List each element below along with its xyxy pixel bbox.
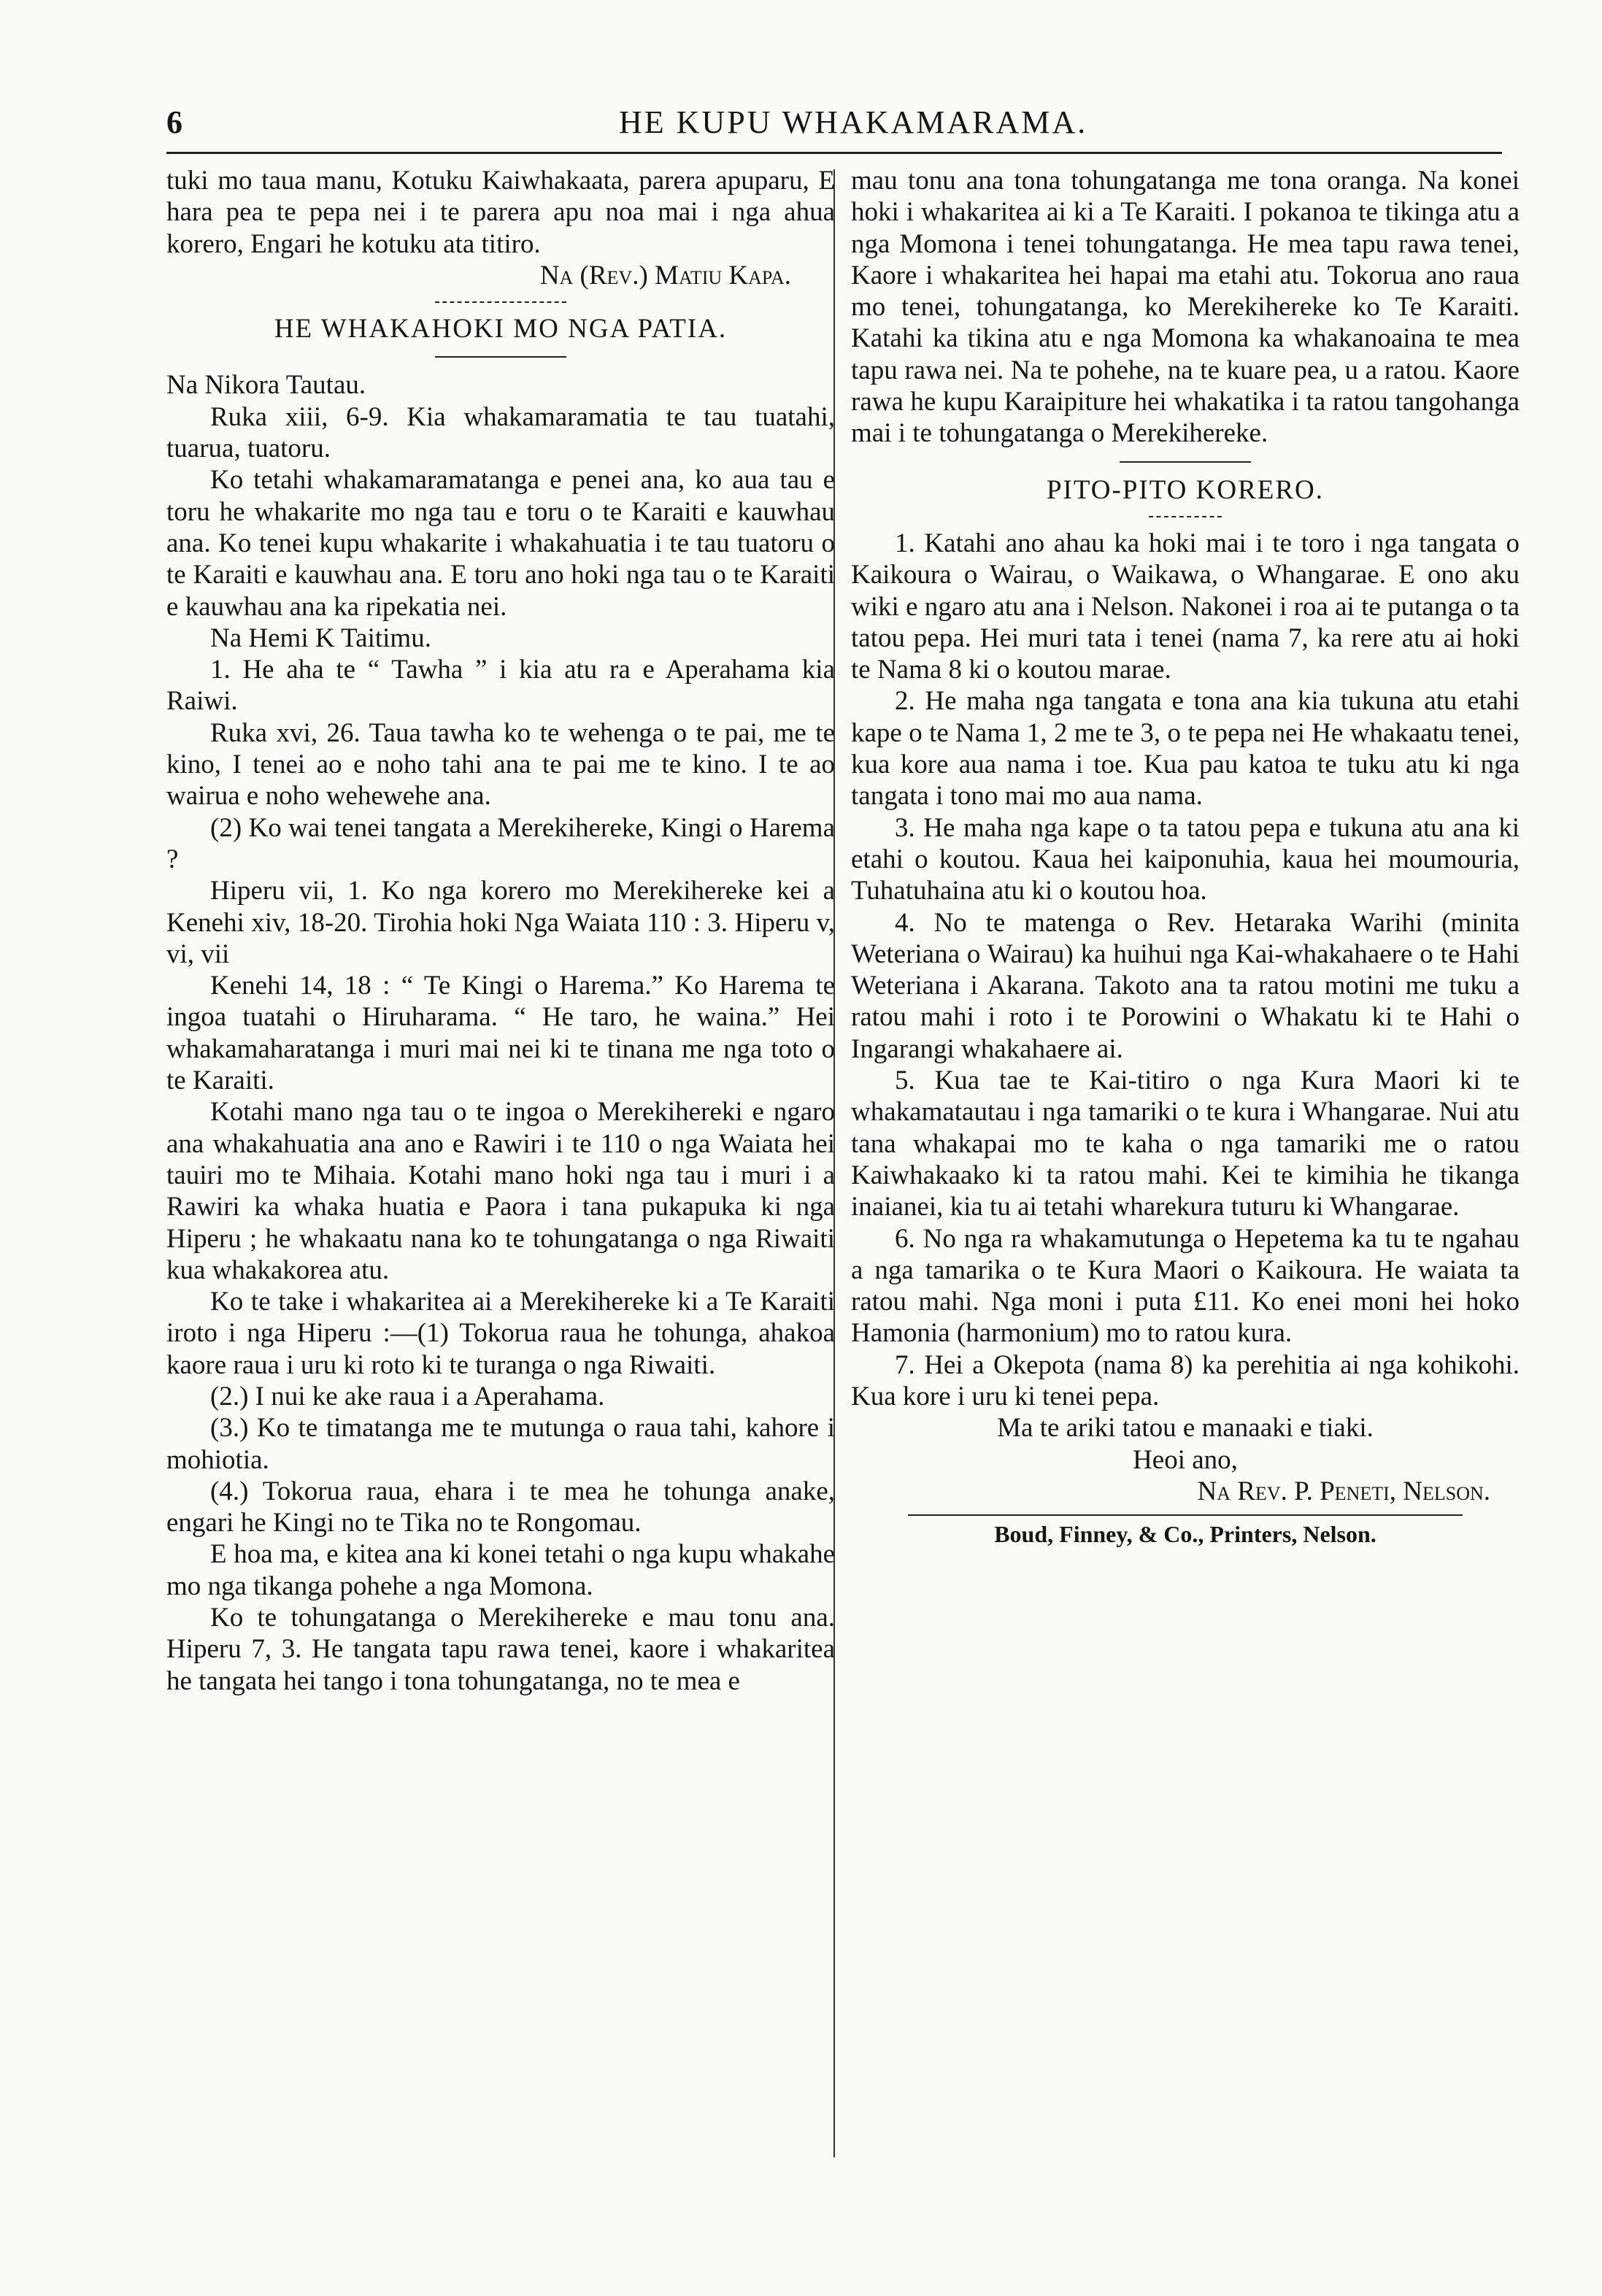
left-column (166, 165, 835, 1697)
printer-imprint: Boud, Finney, & Co., Printers, Nelson. (994, 1521, 1376, 1548)
news-item: 6. No nga ra whakamutunga o Hepetema ka tu te ngahau a nga tamarika o te Kura Maori o Kaikoura. He waiata ta ratou mahi. Nga moni i puta £11. Ko enei moni hei hoko Hamonia (harmonium) mo to ratou kura. (851, 1223, 1520, 1349)
divider (435, 356, 566, 358)
header-rule (166, 152, 1502, 154)
news-item: 3. He maha nga kape o ta tatou pepa e tukuna atu ana ki etahi o koutou. Kaua hei kaiponuhia, kaua hei moumouria, Tuhatuhaina atu ki o koutou hoa. (851, 812, 1520, 906)
section-heading-whakahoki: HE WHAKAHOKI MO NGA PATIA. (274, 314, 728, 344)
news-item: 5. Kua tae te Kai-titiro o nga Kura Maori ki te whakamatautau i nga tamariki o te kura i Whangarae. Nui atu tana whakapai mo te kaha o nga tamariki me o ratou Kaiwhakaako ki ta ratou mahi. Kei te kimihia he tikanga inaianei, kia tu ai tetahi wharekura tuturu ki Whangarae. (851, 1066, 1520, 1222)
column-divider (833, 169, 835, 2157)
paragraph: Ko te take i whakaritea ai a Merekihereke ki a Te Karaiti iroto i nga Hiperu :—(1) Tokorua raua he tohunga, ahakoa kaore raua i uru ki roto ki te turanga o nga Riwaiti. (166, 1287, 835, 1380)
divider (1149, 516, 1222, 517)
right-column (851, 165, 1520, 1550)
paragraph: Ko te tohungatanga o Merekihereke e mau tonu ana. Hiperu 7, 3. He tangata tapu rawa tenei, kaore i whakaritea he tangata hei tango i tona tohungatanga, no te mea e (166, 1603, 835, 1696)
section-heading-pito-pito: PITO-PITO KORERO. (1046, 474, 1325, 505)
paragraph: Na Hemi K Taitimu. (210, 623, 431, 653)
paragraph: (4.) Tokorua raua, ehara i te mea he tohunga anake, engari he Kingi no te Tika no te Rongomau. (166, 1476, 835, 1538)
paragraph: (2) Ko wai tenei tangata a Merekihereke, Kingi o Harema ? (166, 812, 835, 874)
page-number: 6 (166, 104, 182, 140)
paragraph: mau tonu ana tona tohungatanga me tona oranga. Na konei hoki i whakaritea ai ki a Te Karaiti. I pokanoa te tikinga atu a nga Momona i tenei tohungatanga. He mea tapu rawa tenei, Kaore i whakaritea hei hapai ma etahi atu. Tokorua ano raua mo tenei, tohungatanga, ko Merekihereke ko Te Karaiti. Katahi ka tikina atu e nga Momona ka whakanoaina te mea tapu rawa nei. Na te pohehe, na te kuare pea, u a ratou. Kaore rawa he kupu Karaipiture hei whakatika i ta ratou tangohanga mai i te tohungatanga o Merekihereke. (851, 166, 1520, 449)
running-title: HE KUPU WHAKAMARAMA. (619, 104, 1088, 140)
paragraph: Ko tetahi whakamaramatanga e penei ana, ko aua tau e toru he whakarite mo nga tau e toru o te Karaiti e kauwhau ana. Ko tenei kupu whakarite i whakahuatia i te tau tuatoru o te Karaiti e kauwhau ana. E toru ano hoki nga tau o te Karaiti e kauwhau ana ka ripekatia nei. (166, 465, 835, 622)
news-item: 7. Hei a Okepota (nama 8) ka perehitia ai nga kohikohi. Kua kore i uru ki tenei pepa. (851, 1349, 1520, 1411)
news-item: 1. Katahi ano ahau ka hoki mai i te toro i nga tangata o Kaikoura o Wairau, o Waikawa, o Whangarae. E ono aku wiki e ngaro atu ana i Nelson. Nakonei i roa ai te putanga o ta tatou pepa. Hei muri tata i tenei (nama 7, ka rere atu ai hoki te Nama 8 ki o koutou marae. (851, 528, 1520, 685)
paragraph: Hiperu vii, 1. Ko nga korero mo Merekihereke kei a Kenehi xiv, 18-20. Tirohia hoki Nga Waiata 110 : 3. Hiperu v, vi, vii (166, 876, 835, 969)
closing-heoi-ano: Heoi ano, (1133, 1444, 1238, 1475)
paragraph: Kenehi 14, 18 : “ Te Kingi o Harema.” Ko Harema te ingoa tuatahi o Hiruharama. “ He taro, he waina.” Hei whakamaharatanga i muri mai nei ki te tinana me nga toto o te Karaiti. (166, 971, 835, 1096)
signature-peneti: Na Rev. P. Peneti, Nelson. (1197, 1476, 1490, 1506)
closing-blessing: Ma te ariki tatou e manaaki e tiaki. (997, 1413, 1374, 1444)
paragraph: (3.) Ko te timatanga me te mutunga o raua tahi, kahore i mohiotia. (166, 1413, 835, 1475)
paragraph: Ruka xvi, 26. Taua tawha ko te wehenga o te pai, me te kino, I tenei ao e noho tahi ana te pai me te kino. I te ao wairua e noho wehewehe ana. (166, 717, 835, 812)
signature-matiu-kapa: Na (Rev.) Matiu Kapa. (539, 260, 791, 290)
paragraph: E hoa ma, e kitea ana ki konei tetahi o nga kupu whakahe mo nga tikanga pohehe a nga Momona. (166, 1539, 835, 1601)
paragraph: Ruka xiii, 6-9. Kia whakamaramatia te tau tuatahi, tuarua, tuatoru. (166, 401, 835, 464)
news-item: 2. He maha nga tangata e tona ana kia tukuna atu etahi kape o te Nama 1, 2 me te 3, o te pepa nei He whakaatu tenei, kua kore aua nama i toe. Kua pau katoa te tuku atu ki nga tangata i tono mai mo aua nama. (851, 686, 1520, 812)
divider (1120, 461, 1251, 463)
divider (435, 301, 566, 303)
paragraph: 1. He aha te “ Tawha ” i kia atu ra e Aperahama kia Raiwi. (166, 655, 835, 717)
paragraph: tuki mo taua manu, Kotuku Kaiwhakaata, parera apuparu, E hara pea te pepa nei i te parera apu noa mai i nga ahua korero, Engari he kotuku ata titiro. (166, 166, 835, 259)
printer-rule (908, 1514, 1463, 1516)
paragraph: Kotahi mano nga tau o te ingoa o Merekihereki e ngaro ana whakahuatia ana ano e Rawiri i te 110 o nga Waiata hei tauiri mo te Mihaia. Kotahi mano hoki nga tau i muri i a Rawiri ka whaka huatia e Paora i tana pukapuka ki nga Hiperu ; he whakaatu nana ko te tohungatanga o nga Riwaiti kua whakakorea atu. (166, 1097, 835, 1285)
news-item: 4. No te matenga o Rev. Hetaraka Warihi (minita Weteriana o Wairau) ka huihui nga Kai-whakahaere o te Hahi Weteriana i Akarana. Takoto ana ta ratou motini me tuku a ratou mahi i roto i te Porowini o Whakatu ki te Hahi o Ingarangi whakahaere ai. (851, 907, 1520, 1064)
paragraph: (2.) I nui ke ake raua i a Aperahama. (210, 1381, 605, 1411)
paragraph: Na Nikora Tautau. (166, 370, 366, 401)
page-header (166, 104, 1502, 147)
